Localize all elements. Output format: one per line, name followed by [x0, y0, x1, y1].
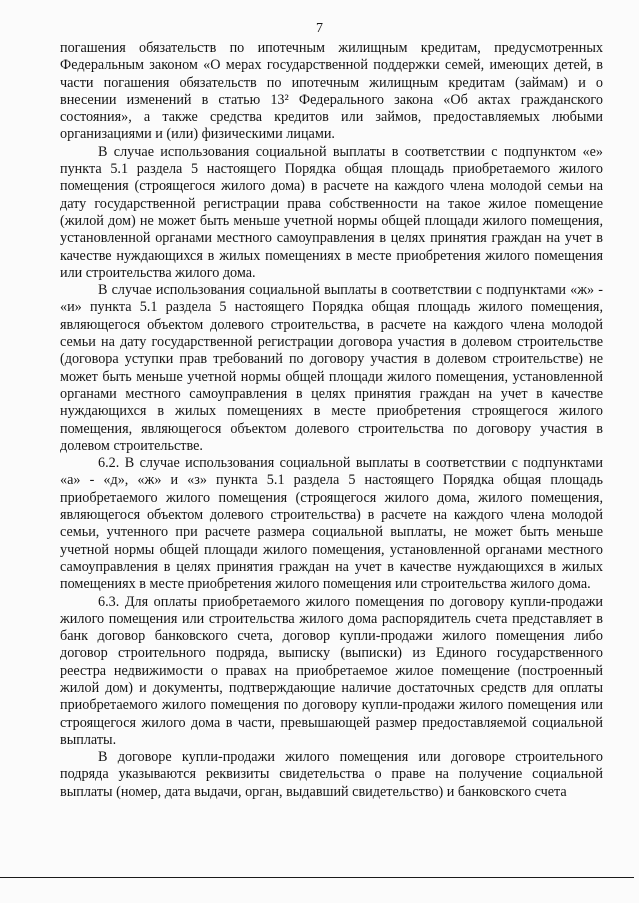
- paragraph-continuation: погашения обязательств по ипотечным жилищным кредитам, предусмотренных Федеральным законом «О мерах государственной поддержки семей, имеющих детей, в части погашения обязательств по ипотечным жилищным кредитам (займам) и о внесении изменений в статью 13² Федерального закона «Об актах гражданского состояния», а также средства кредитов или займов, предоставляемых любыми организациями и (или) физическими лицами.: [60, 40, 603, 143]
- document-body: [60, 40, 603, 801]
- footer-divider: [0, 877, 634, 878]
- paragraph-floor-area-subitem-e: В случае использования социальной выплаты в соответствии с подпунктом «е» пункта 5.1 раздела 5 настоящего Порядка общая площадь приобретаемого жилого помещения (строящегося жилого дома) в расчете на каждого члена молодой семьи на дату государственной регистрации права собственности на такое жилое помещение (жилой дом) не может быть меньше учетной нормы общей площади жилого помещения, установленной органами местного самоуправления в целях принятия граждан на учет в качестве нуждающихся в жилых помещениях в месте приобретения жилого помещения или строительства жилого дома.: [60, 143, 603, 281]
- paragraph-contract-requisites: В договоре купли-продажи жилого помещения или договоре строительного подряда указываются реквизиты свидетельства о праве на получение социальной выплаты (номер, дата выдачи, орган, выдавший свидетельство) и банковского счета: [60, 749, 603, 800]
- paragraph-clause-6-2: 6.2. В случае использования социальной выплаты в соответствии с подпунктами «а» - «д», «ж» и «з» пункта 5.1 раздела 5 настоящего Порядка общая площадь приобретаемого жилого помещения (строящегося жилого дома, жилого помещения, являющегося объектом долевого строительства) в расчете на каждого члена молодой семьи, учтенного при расчете размера социальной выплаты, не может быть меньше учетной нормы общей площади жилого помещения, установленной органами местного самоуправления в целях принятия граждан на учет в качестве нуждающихся в жилых помещениях в месте приобретения жилого помещения или строительства жилого дома.: [60, 455, 603, 593]
- page-number: 7: [316, 21, 323, 36]
- paragraph-floor-area-shared-construction: В случае использования социальной выплаты в соответствии с подпунктами «ж» - «и» пункта 5.1 раздела 5 настоящего Порядка общая площадь жилого помещения, являющегося объектом долевого строительства, в расчете на каждого члена молодой семьи на дату государственной регистрации договора участия в долевом строительстве (договора уступки прав требований по договору участия в долевом строительстве) не может быть меньше учетной нормы общей площади жилого помещения, установленной органами местного самоуправления в целях принятия граждан на учет в качестве нуждающихся в жилых помещениях в месте приобретения строящегося жилого помещения, являющегося объектом долевого строительства по договору участия в долевом строительстве.: [60, 282, 603, 454]
- paragraph-clause-6-3: 6.3. Для оплаты приобретаемого жилого помещения по договору купли-продажи жилого помещения или строительства жилого дома распорядитель счета представляет в банк договор банковского счета, договор купли-продажи жилого помещения либо договор строительного подряда, выписку (выписки) из Единого государственного реестра недвижимости о правах на приобретаемое жилое помещение (построенный жилой дом) и документы, подтверждающие наличие достаточных средств для оплаты приобретаемого жилого помещения по договору купли-продажи жилого помещения или строящегося жилого дома в части, превышающей размер предоставляемой социальной выплаты.: [60, 593, 603, 748]
